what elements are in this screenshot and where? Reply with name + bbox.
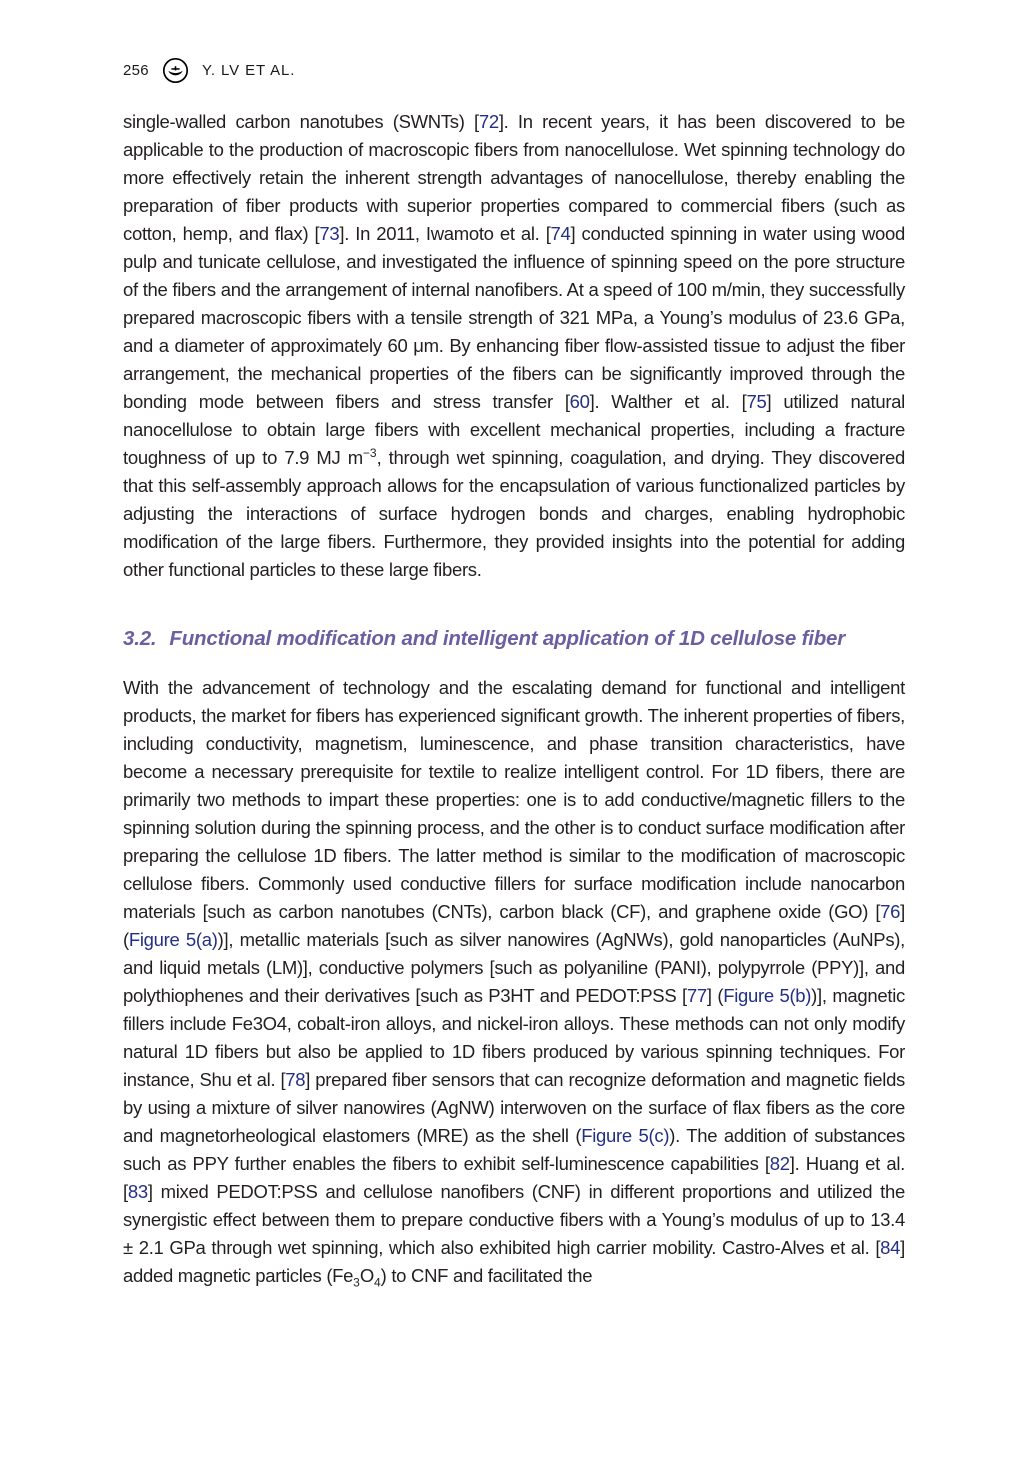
body-paragraph-functional-modification: With the advancement of technology and the escalating demand for functional and intelligent products, the market for fibers has experienced significant growth. The inherent properties of fibers, including conductivity, magnetism, luminescence, and phase transition characteristics, have become a necessary prerequisite for textile to realize intelligent control. For 1D fibers, there are primarily two methods to impart these properties: one is to add conductive/magnetic fillers to the spinning solution during the spinning process, and the other is to conduct surface modification after preparing the cellulose 1D fibers. The latter method is similar to the modification of macroscopic cellulose fibers. Commonly used conductive fillers for surface modification include nanocarbon materials [such as carbon nanotubes (CNTs), carbon black (CF), and graphene oxide (GO) [76] (Figure 5(a))], metallic materials [such as silver nanowires (AgNWs), gold nanoparticles (AuNPs), and liquid metals (LM)], conductive polymers [such as polyaniline (PANI), polypyrrole (PPY)], and polythiophenes and their derivatives [such as P3HT and PEDOT:PSS [77] (Figure 5(b))], magnetic fillers include Fe3O4, cobalt-iron alloys, and nickel-iron alloys. These methods can not only modify natural 1D fibers but also be applied to 1D fibers produced by various spinning techniques. For instance, Shu et al. [78] prepared fiber sensors that can recognize deformation and magnetic fields by using a mixture of silver nanowires (AgNW) interwoven on the surface of flax fibers as the core and magnetorheological elastomers (MRE) as the shell (Figure 5(c)). The addition of substances such as PPY further enables the fibers to exhibit self-luminescence capabilities [82]. Huang et al. [83] mixed PEDOT:PSS and cellulose nanofibers (CNF) in different proportions and utilized the synergistic effect between them to prepare conductive fibers with a Young’s modulus of up to 13.4 ± 2.1 GPa through wet spinning, which also exhibited high carrier mobility. Castro-Alves et al. [84] added magnetic particles $(Fe_3O_4)$ to CNF and facilitated the (123, 677, 906, 1290)
body-paragraph-wet-spinning: single-walled carbon nanotubes (SWNTs) [72]. In recent years, it has been discovered to be applicable to the production of macroscopic fibers from nanocellulose. Wet spinning technology do more effectively retain the inherent strength advantages of nanocellulose, thereby enabling the preparation of fiber products with superior properties compared to commercial fibers (such as cotton, hemp, and flax) [73]. In 2011, Iwamoto et al. [74] conducted spinning in water using wood pulp and tunicate cellulose, and investigated the influence of spinning speed on the pore structure of the fibers and the arrangement of internal nanofibers. At a speed of 100 m/min, they successfully prepared macroscopic fibers with a tensile strength of 321 MPa, a Young’s modulus of 23.6 GPa, and a diameter of approximately 60 μm. By enhancing fiber flow-assisted tissue to adjust the fiber arrangement, the mechanical properties of the fibers can be significantly improved through the bonding mode between fibers and stress transfer [60]. Walther et al. [75] utilized natural nanocellulose to obtain large fibers with excellent mechanical properties, including a fracture toughness of up to 7.9 MJ $m^{-3}$, through wet spinning, coagulation, and drying. They discovered that this self-assembly approach allows for the encapsulation of various functionalized particles by adjusting the interactions of surface hydrogen bonds and charges, enabling hydrophobic modification of the large fibers. Furthermore, they provided insights into the potential for adding other functional particles to these large fibers. (123, 111, 906, 580)
citation-ref[interactable]: 77 (686, 985, 707, 1006)
page-number: 256 (123, 61, 149, 79)
section-title: Functional modification and intelligent application of 1D cellulose fiber (169, 627, 846, 650)
citation-ref[interactable]: 76 (880, 901, 901, 922)
citation-ref[interactable]: 60 (569, 391, 590, 412)
publisher-logo-icon (162, 57, 189, 84)
figure-ref[interactable]: Figure 5(a) (128, 929, 218, 950)
citation-ref[interactable]: 84 (880, 1237, 901, 1258)
section-number: 3.2. (123, 627, 157, 650)
figure-ref[interactable]: Figure 5(c) (581, 1125, 670, 1146)
sub-text: 3 (353, 1275, 360, 1290)
running-head-title: Y. LV ET AL. (201, 61, 296, 79)
citation-ref[interactable]: 72 (478, 111, 499, 132)
sup-text: −3 (362, 445, 377, 460)
citation-ref[interactable]: 73 (319, 223, 340, 244)
citation-ref[interactable]: 74 (550, 223, 571, 244)
citation-ref[interactable]: 78 (285, 1069, 306, 1090)
sub-text: 4 (373, 1275, 381, 1290)
section-heading (123, 625, 905, 653)
figure-ref[interactable]: Figure 5(b) (723, 985, 812, 1006)
citation-ref[interactable]: 75 (746, 391, 767, 412)
running-header (123, 56, 905, 84)
citation-ref[interactable]: 82 (769, 1153, 790, 1174)
citation-ref[interactable]: 83 (127, 1181, 148, 1202)
